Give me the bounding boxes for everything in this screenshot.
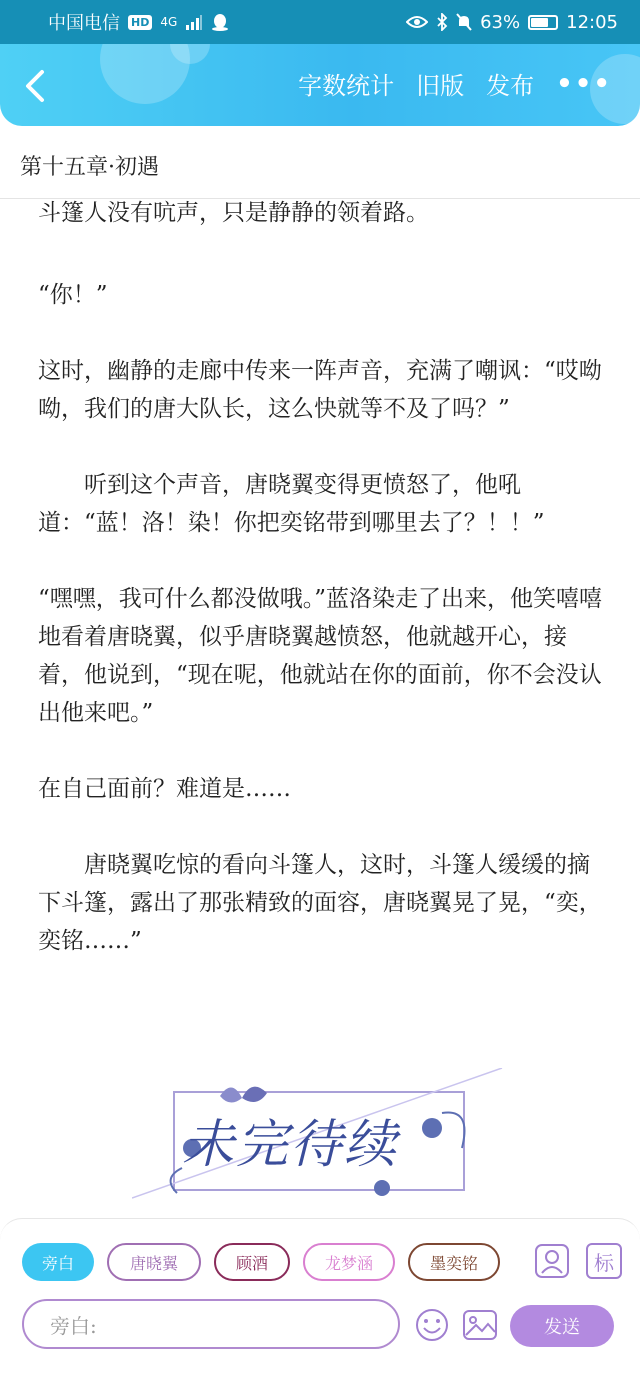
role-chips xyxy=(22,1243,500,1281)
top-app-bar xyxy=(0,44,640,126)
bottom-editor-panel xyxy=(0,1218,640,1388)
role-chip-mo-yiming[interactable]: 墨奕铭 xyxy=(408,1243,500,1281)
send-button[interactable]: 发送 xyxy=(510,1305,614,1347)
signal-icon xyxy=(185,14,203,30)
to-be-continued-image xyxy=(132,1068,512,1214)
message-input[interactable] xyxy=(22,1299,400,1349)
qq-icon xyxy=(211,12,229,32)
story-paragraph: 听到这个声音，唐晓翼变得更愤怒了，他吼道：“蓝！洛！染！你把奕铭带到哪里去了？！！” xyxy=(38,472,545,536)
status-left xyxy=(48,9,229,35)
emoji-icon[interactable] xyxy=(414,1307,450,1343)
to-be-continued-text: 未完待续 xyxy=(182,1115,399,1175)
word-count-button[interactable]: 字数统计 xyxy=(298,72,395,100)
story-clipped-line: 斗篷人没有吭声，只是静静的领着路。 xyxy=(38,200,429,226)
mute-bell-icon xyxy=(456,13,472,31)
role-chip-narrator[interactable]: 旁白 xyxy=(22,1243,94,1281)
back-arrow-icon[interactable] xyxy=(18,68,54,104)
eye-icon xyxy=(406,15,428,29)
role-chip-gu-jiu[interactable]: 顾酒 xyxy=(214,1243,290,1281)
hd-badge: HD xyxy=(128,15,152,30)
story-paragraph: 这时，幽静的走廊中传来一阵声音，充满了嘲讽：“哎呦呦，我们的唐大队长，这么快就等不及了吗？” xyxy=(38,358,602,422)
clock: 12:05 xyxy=(566,11,618,33)
story-paragraph: “你！” xyxy=(38,282,108,308)
story-paragraph: 唐晓翼吃惊的看向斗篷人，这时，斗篷人缓缓的摘下斗篷，露出了那张精致的面容，唐晓翼晃了晃，“奕，奕铭……” xyxy=(38,852,602,954)
input-placeholder: 旁白: xyxy=(50,1313,97,1338)
chapter-title: 第十五章·初遇 xyxy=(20,155,159,180)
role-chip-long-menghan[interactable]: 龙梦涵 xyxy=(303,1243,395,1281)
image-icon[interactable] xyxy=(462,1307,498,1343)
story-paragraph: “嘿嘿，我可什么都没做哦。”蓝洛染走了出来，他笑嘻嘻地看着唐晓翼，似乎唐晓翼越愤怒，他就越开心，接着，他说到，“现在呢，他就站在你的面前，你不会没认出他来吧。” xyxy=(38,586,603,726)
carrier-label: 中国电信 xyxy=(48,13,120,34)
publish-button[interactable]: 发布 xyxy=(486,72,535,100)
battery-icon xyxy=(528,15,558,30)
character-manage-icon[interactable] xyxy=(534,1243,570,1279)
network-type: 4G xyxy=(160,15,178,29)
bluetooth-icon xyxy=(436,13,448,31)
status-bar xyxy=(0,0,640,44)
role-chip-tang-xiaoyi[interactable]: 唐晓翼 xyxy=(107,1243,201,1281)
battery-percent: 63% xyxy=(480,11,521,33)
more-menu-button[interactable]: ••• xyxy=(556,68,612,99)
story-content xyxy=(38,200,608,998)
tag-button[interactable]: 标 xyxy=(586,1243,622,1279)
header-actions xyxy=(298,66,612,101)
status-right xyxy=(406,12,618,33)
title-divider xyxy=(0,198,640,199)
story-paragraph: 在自己面前？难道是…… xyxy=(38,776,291,802)
battery-fill xyxy=(531,18,547,27)
old-version-button[interactable]: 旧版 xyxy=(416,72,465,100)
